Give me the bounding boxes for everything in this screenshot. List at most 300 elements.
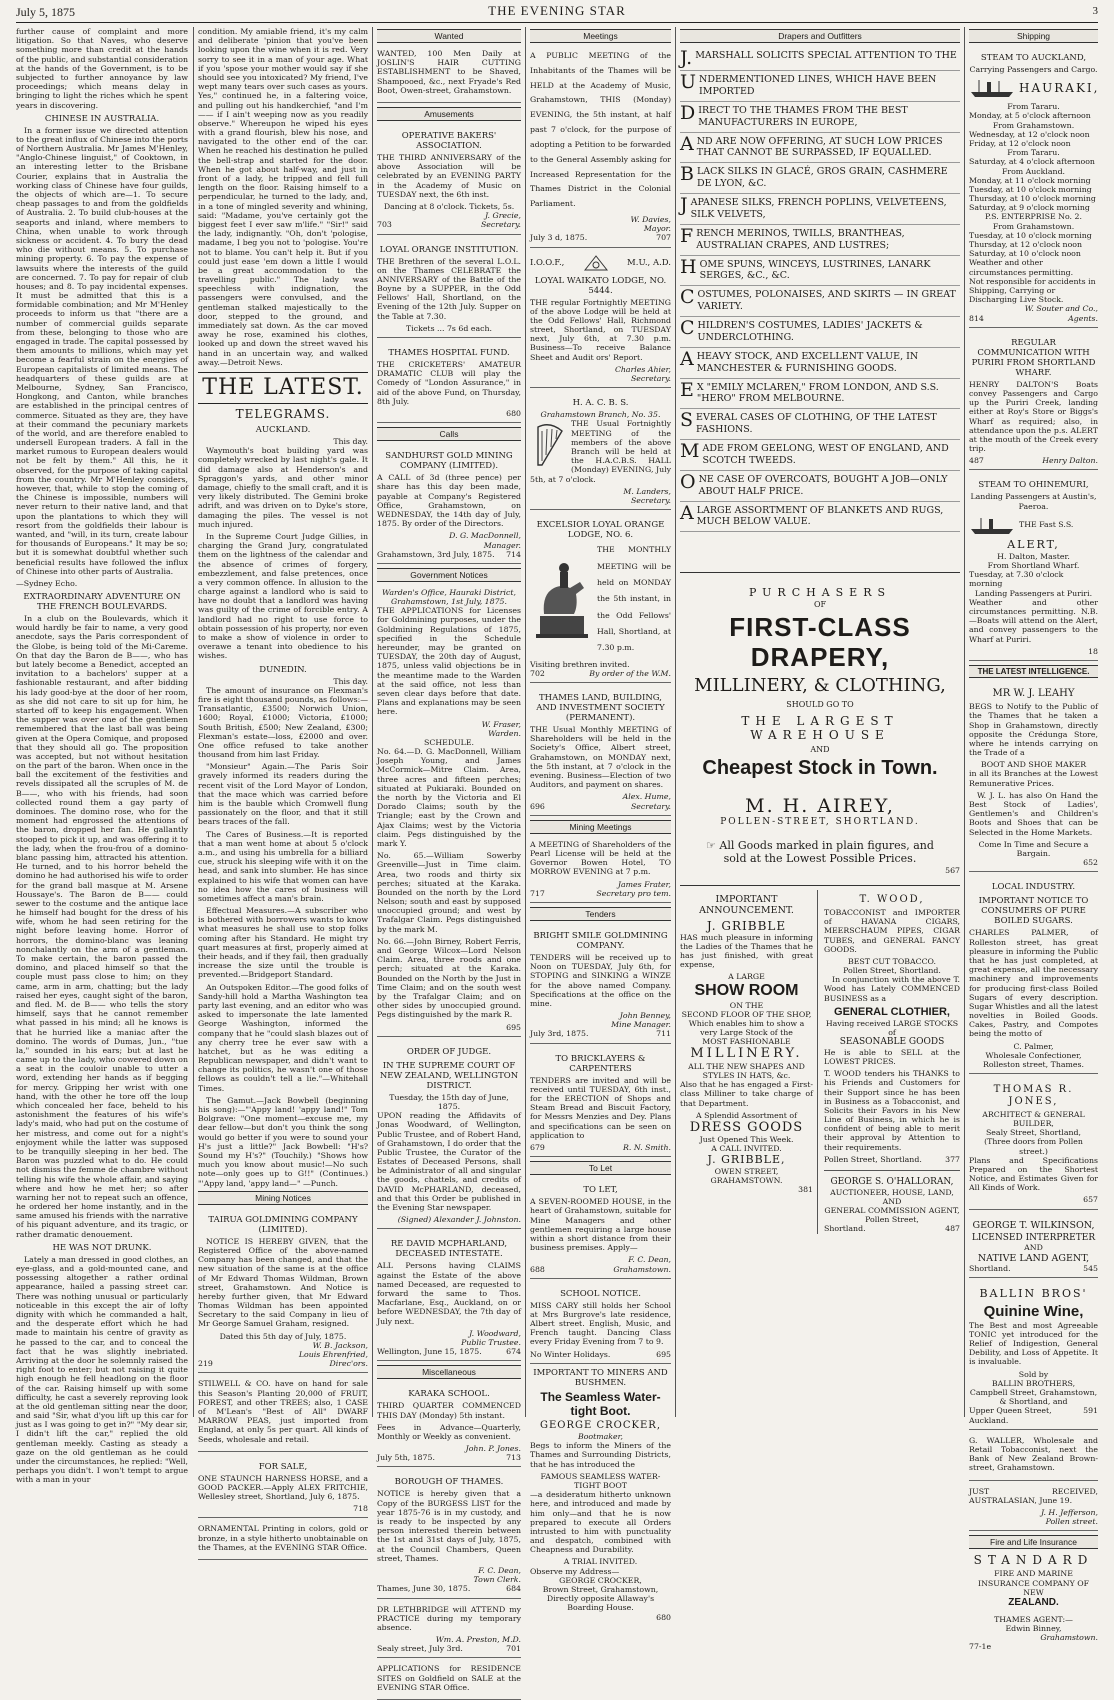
ad-heading: LOYAL ORANGE INSTITUTION. xyxy=(379,244,519,255)
ad-address: Campbell Street, Grahamstown, & Shortland, and xyxy=(969,1388,1098,1407)
section-header-meetings: Meetings xyxy=(530,29,671,43)
ad-signature: M. Landers, xyxy=(623,486,671,496)
drapery-line xyxy=(680,348,960,379)
advertisement xyxy=(198,1377,368,1451)
ad-text: ORNAMENTAL Printing in colors, gold or bronze, in a style hitherto unobtainable on the Thames, at the EVENING STAR Office. xyxy=(198,1524,368,1552)
ad-text: Landing Passengers at Puriri. xyxy=(974,588,1093,598)
schedule-time: Saturday, at 10 o'clock noon xyxy=(969,249,1081,259)
section-header-amusements: Amusements xyxy=(377,107,521,121)
drop-cap: M xyxy=(680,440,700,463)
ad-text: FIRE AND MARINE xyxy=(994,1569,1073,1579)
drapery-line xyxy=(680,71,960,102)
ad-heading-large: SHOW ROOM xyxy=(694,981,799,999)
advertisement xyxy=(377,445,521,564)
ship-name: HAURAKI, xyxy=(1019,81,1100,96)
ad-heading: TO LET, xyxy=(583,1185,618,1196)
ad-heading: DRESS GOODS xyxy=(689,1119,804,1135)
issue-date: July 5, 1875 xyxy=(16,5,76,19)
advertisement xyxy=(377,1471,521,1598)
ad-text: in all its Branches at the Lowest Remunerative Prices. xyxy=(969,769,1098,788)
ad-signature: Secretary. xyxy=(630,495,671,505)
drapery-line-text: OME SPUNS, WINCEYS, LUSTRINES, LANARK SERGES, &C., &C. xyxy=(699,258,931,282)
steamship-icon xyxy=(969,77,1015,99)
ad-text: Dancing at 8 o'clock. Tickets, 5s. xyxy=(383,201,515,211)
ad-text: WANTED, 100 Men Daily at JOSLIN'S HAIR CUTTING ESTABLISHMENT to be Shaved, Shampooed, &c., next Fryade's Red Boot, Owen-street, Grahamstown. xyxy=(377,49,521,95)
advertisement xyxy=(969,1485,1098,1532)
drapery-line-text: OSTUMES, POLONAISES, AND SKIRTS — IN GREAT VARIETY. xyxy=(697,289,956,313)
ad-heading: MILLINERY, & CLOTHING, xyxy=(694,675,946,697)
ad-address: Shortland. xyxy=(969,1263,1011,1273)
ad-text: APPLICATIONS for RESIDENCE SITES on Goldfield on SALE at the EVENING STAR Office. xyxy=(377,1664,521,1692)
ad-text: NOTICE is hereby given that a Copy of the BURGESS LIST for the year 1875-76 is in my custody, and is ready to be inspected by any person interested therein between the 1st and 31st days of July, 1875, at the Council Chambers, Queen street, Thames. xyxy=(377,1489,521,1563)
column-rule xyxy=(964,27,965,1417)
ad-heading: IMPORTANT NOTICE TO CONSUMERS OF PURE BOILED SUGARS. xyxy=(978,896,1089,927)
ad-number: 701 xyxy=(506,1644,521,1654)
ad-signature: Grahamstown. xyxy=(613,1264,671,1274)
ad-heading: OPERATIVE BAKERS' ASSOCIATION. xyxy=(401,130,497,151)
ad-text: MOST FASHIONABLE xyxy=(702,1037,791,1047)
ad-heading: SCHOOL NOTICE. xyxy=(560,1288,641,1299)
ad-name: Edwin Binney, xyxy=(1005,1623,1062,1633)
ad-date: Tuesday, the 15th day of June, 1875. xyxy=(389,1092,509,1111)
dateline-time: This day. xyxy=(333,676,368,686)
ad-text: TENDERS are invited and will be received until TUESDAY, 6th inst., for the ERECTION of Shops and Steam Bread and Biscuit Factory, for Messrs Menzies and Dey. Plans and specifications can be seen on application to xyxy=(530,1075,671,1140)
ad-text: AUCTIONEER, HOUSE, LAND, xyxy=(830,1187,954,1197)
ad-heading-large: GENERAL CLOTHIER, xyxy=(834,1005,950,1018)
schedule-origin: From Tararu. xyxy=(1007,102,1060,112)
ad-address: Directly opposite Allaway's Boarding House. xyxy=(546,1594,655,1613)
ad-number: 487 xyxy=(945,1224,960,1234)
drapery-line xyxy=(680,225,960,256)
ad-name: M. H. AIREY, xyxy=(745,795,895,818)
ship-name: P.S. ENTERPRISE No. 2. xyxy=(985,212,1082,222)
ad-text: AND xyxy=(882,1196,902,1206)
ad-address: Brown Street, Grahamstown, xyxy=(542,1585,659,1594)
ad-number: 703 xyxy=(377,220,392,230)
advertisement xyxy=(530,47,671,248)
ad-number: 679 xyxy=(530,1143,545,1152)
drop-cap: A xyxy=(680,501,694,524)
ad-text: A CALL INVITED. xyxy=(711,1144,782,1154)
ad-number: 688 xyxy=(530,1264,545,1274)
drapery-line xyxy=(680,286,960,317)
ad-text: A CALL of 3d (three pence) per share has this day been made, payable at Company's Registered Office, Grahamstown, on WEDNESDAY, the 14th day of July, 1875. By order of the Directors. xyxy=(377,473,521,529)
wood-advertisement xyxy=(824,890,960,1233)
ad-text: THE Usual Monthly MEETING of Shareholders will be held in the Society's Office, Albert street, Grahamstown, on MONDAY next, the 5th instant, at 7 o'clock in the evening. Business—Election of two Auditors, and payment on shares. xyxy=(530,725,671,790)
ad-heading: TAIRUA GOLDMINING COMPANY (LIMITED). xyxy=(208,1214,358,1235)
ad-number: 567 xyxy=(945,865,960,875)
ad-number: 545 xyxy=(1083,1263,1098,1273)
ad-heading: SANDHURST GOLD MINING COMPANY (LIMITED). xyxy=(385,451,513,472)
ad-address: Pollen Street, xyxy=(865,1215,919,1225)
advertisement xyxy=(969,1282,1098,1430)
drapery-line xyxy=(680,194,960,225)
ad-text: THIRD QUARTER COMMENCED THIS DAY (Monday) 5th instant. xyxy=(377,1401,521,1420)
ad-text: Begs to inform the Miners of the Thames and Surrounding Districts, that he has introduced the xyxy=(530,1441,671,1469)
drapery-line-text: IRECT TO THE THAMES FROM THE BEST MANUFACTURERS IN EUROPE, xyxy=(698,104,908,128)
ad-number: 695 xyxy=(656,1349,671,1359)
ad-text xyxy=(680,840,960,866)
ship-name: ALERT, xyxy=(1007,537,1060,551)
drapery-line-text: EVERAL CASES OF CLOTHING, OF THE LATEST FASHIONS. xyxy=(696,412,937,436)
ad-number: 713 xyxy=(506,1453,521,1463)
schedule-origin: From Tararu. xyxy=(1007,148,1060,158)
dateline-dunedin: DUNEDIN. xyxy=(259,664,307,675)
ad-subheading: Landing Passengers at Austin's, Paeroa. xyxy=(970,492,1097,511)
ad-text: G. WALLER, Wholesale and Retail Tobacconist, next the Bank of New Zealand Brown-street, Grahamstown. xyxy=(969,1435,1098,1473)
ad-text: Fees in Advance—Quarterly, Monthly or Weekly as convenient. xyxy=(377,1422,521,1441)
column-4 xyxy=(530,27,671,1622)
schedule-time: Monday, at 11 o'clock morning xyxy=(969,175,1091,185)
ad-number: 18 xyxy=(1088,646,1098,656)
schedule-time: Thursday, at 10 o'clock morning xyxy=(969,194,1096,204)
ad-text: A TRIAL INVITED. xyxy=(563,1557,638,1567)
marshall-advertisement xyxy=(680,47,960,532)
ad-text: Not responsible for accidents in Shipping, Carrying or Discharging Live Stock. xyxy=(969,276,1096,305)
ad-date: Grahamstown, 3rd July, 1875. xyxy=(377,549,495,559)
ad-date: Thames, June 30, 1875. xyxy=(377,1584,471,1594)
drapery-line-text: X "EMILY MCLAREN," FROM LONDON, AND S.S. "HERO" FROM MELBOURNE. xyxy=(696,381,939,405)
ad-text: No Winter Holidays. xyxy=(530,1349,611,1359)
ad-heading: LOCAL INDUSTRY. xyxy=(991,882,1076,893)
ad-date: Wellington, June 15, 1875. xyxy=(377,1347,482,1357)
ad-number: 707 xyxy=(656,233,671,243)
ad-text: UPON reading the Affidavits of Jonas Woodward, of Wellington, Public Trustee, and of Robert Hand, of Grahamstown, I do order that the Public Trustee, the Curator of the Estates of Deceased Persons, shall be Administrator of all and singular the goods, chattels, and credits of DAVID McPHARLAND, deceased, and that this Order be published in the Evening Star newspaper. xyxy=(377,1111,521,1213)
drapery-line xyxy=(680,409,960,440)
advertisement xyxy=(377,1603,521,1659)
ad-text: AND xyxy=(1024,1243,1043,1253)
drapery-line xyxy=(680,256,960,287)
advertisement xyxy=(530,687,671,816)
column-2 xyxy=(198,27,368,1552)
ad-text: The Best and most Agreeable TONIC yet introduced for the Relief of Indigestion, General Debility, and Loss of Appetite. It is invaluable. xyxy=(969,1320,1098,1367)
harp-emblem-icon xyxy=(530,421,568,467)
ad-text: GENERAL COMMISSION AGENT, xyxy=(824,1206,960,1216)
advertisement xyxy=(969,1434,1098,1481)
article-text: condition. My amiable friend, it's my calm and deliberate 'pinion that you've been looking upon the wine when it is red. Very sorry to see it in a man of your age. What if you 'spose your mother would say if she should see you intoxicated? My friend, I've wept many tears over such cases as yours. Yes," continued he, in a faltering voice, and pulling out his handkerchief, "and I'm —— if I ain't weeping now as you readily observe." Whereupon he wiped his eyes with a grand flourish, blew his nose, and navigated to the other end of the car. When he reached his destination he pulled the bell-strap and started for the door. When he got about half-way, and just in front of a lady, he tripped and fell full length on the floor. Raising himself to a perpendicular, he turned to the lady, and, in a tone of mingled severity and whining, said: "Madame, you've certainly got the biggest feet I ever saw m'life." "Sir!" said the lady, indignantly. "Oh, don't 'pologise, madame, I beg you not to 'pologise. You're not to blame. You can't help it. But if you could just ease 'em down a little I would be a great accommodation to the travelling public." The lady was speechless with indignation, the passengers were convulsed, and the gentleman stalked majestically to the door, stepped to the ground, and immediately sat down. As the car moved away he rose, examined his clothes, looked up and down the street waved his hand in an uncertain way, and walked away.—Detroit News. xyxy=(198,27,368,367)
ad-number: 381 xyxy=(798,1184,813,1194)
advertisement xyxy=(198,1209,368,1374)
ad-text: TOBACCONIST and IMPORTER of HAVANA CIGARS, MEERSCHAUM PIPES, CIGAR TUBES, and GENERAL FANCY GOODS. xyxy=(824,907,960,954)
article-text: further cause of complaint and more litigation. So that Naves, who deserve something more than credit at the hands of the public, and substantial consideration at the hands of the Government, is to be subjected to further annoyance by law proceedings; which means delay in bringing to light the riches which he spent years in discovering. xyxy=(16,27,188,110)
schedule-origin: From Grahamstown. xyxy=(992,221,1075,231)
ad-heading: I.O.O.F., xyxy=(530,257,565,268)
advertisement xyxy=(377,1662,521,1700)
ad-name: GEORGE CROCKER, xyxy=(559,1575,642,1585)
drapery-line-text: ADE FROM GEELONG, WEST OF ENGLAND, AND SCOTCH TWEEDS. xyxy=(702,443,949,466)
ad-heading: T. WOOD, xyxy=(859,894,925,906)
ad-text: TENDERS will be received up to Noon on TUESDAY, July 6th, for STOPING and SINKING a WINZE for the above named Company. Specifications at the office on the mine. xyxy=(530,952,671,1008)
ad-text: ALL Persons having CLAIMS against the Estate of the above named Deceased, are requested to forward the same to Thos. Macfarlane, Esq., Auckland, on or before WEDNESDAY, the 7th day of July next. xyxy=(377,1261,521,1326)
schedule-time: Tuesday, at 10 o'clock morning xyxy=(969,230,1092,240)
ad-signature: Secretary. xyxy=(630,374,671,384)
ad-number: 487 xyxy=(969,456,984,466)
dateline-time: This day. xyxy=(333,437,368,447)
ad-text: DR LETHBRIDGE will ATTEND my PRACTICE during my temporary absence. xyxy=(377,1604,521,1632)
column-3 xyxy=(377,27,521,1692)
ad-number: 591 xyxy=(1083,1406,1098,1416)
ad-heading: TO BRICKLAYERS & CARPENTERS xyxy=(555,1053,646,1074)
drapery-line-text: MARSHALL SOLICITS SPECIAL ATTENTION TO THE xyxy=(695,50,957,62)
ad-text: THE THIRD ANNIVERSARY of the above Association will be celebrated by an EVENING PARTY in the Academy of Music on TUESDAY next, the 6th inst. xyxy=(377,153,521,199)
column-rule xyxy=(525,27,526,1417)
section-header-mining-meetings: Mining Meetings xyxy=(530,820,671,834)
advertisement xyxy=(530,1179,671,1279)
ad-text: Tickets ... 7s 6d each. xyxy=(406,323,492,333)
ad-heading: ORDER OF JUDGE. xyxy=(406,1046,492,1057)
advertisement xyxy=(377,342,521,423)
drapery-line xyxy=(680,471,960,502)
drop-cap: C xyxy=(680,286,695,309)
ad-signature: W. B. Jackson, xyxy=(312,1340,368,1350)
ad-text: A PUBLIC MEETING of the Inhabitants of the Thames will be HELD at the Academy of Music, Grahamstown, THIS (Monday) EVENING, the 5th instant, at half past 7 o'clock, for the purpose of adopting a Petition to be forwarded to the General Assembly asking for Increased Representation for the Thames District in the Colonial Parliament. xyxy=(530,51,671,209)
ad-heading: RE DAVID MCPHARLAND, DECEASED INTESTATE. xyxy=(390,1239,508,1260)
ad-number: 219 xyxy=(198,1359,213,1369)
ad-text: He is able to SELL at the LOWEST PRICES. xyxy=(824,1047,960,1066)
ad-text: HAS much pleasure in informing the Ladies of the Thames that he has just finished, with great expense, xyxy=(680,932,813,970)
ad-text: Having received LARGE STOCKS of xyxy=(825,1018,959,1037)
ad-text: OF xyxy=(813,600,827,610)
dateline-auckland: AUCKLAND. xyxy=(255,425,311,436)
ad-text: All Goods marked in plain figures, and sold at the Lowest Possible Prices. xyxy=(719,839,934,866)
ad-heading: NATIVE LAND AGENT, xyxy=(977,1252,1090,1264)
article-heading: CHINESE IN AUSTRALIA. xyxy=(44,113,160,124)
column-rule xyxy=(675,27,676,1417)
ad-number: 695 xyxy=(506,1022,521,1032)
column-rule xyxy=(372,27,373,1417)
advertisement xyxy=(969,1553,1098,1651)
ad-text: A SEVEN-ROOMED HOUSE, in the heart of Grahamstown, suitable for Mine Managers and other gentlemen requiring a large house within a short distance from their business premises. Apply— xyxy=(530,1197,671,1253)
ad-heading: H. A. C. B. S. xyxy=(572,398,629,409)
ad-text: A LARGE xyxy=(728,972,765,982)
ad-number: 814 xyxy=(969,313,984,323)
advertisement xyxy=(377,125,521,235)
ad-signature: Henry Dalton. xyxy=(1042,456,1098,466)
gribble-advertisement xyxy=(680,890,818,1233)
advertisement xyxy=(530,838,671,903)
ad-signature: Warden. xyxy=(488,728,521,738)
ad-text: SECOND FLOOR OF THE SHOP, xyxy=(681,1009,812,1019)
advertisement xyxy=(530,1368,671,1622)
schedule-time: Saturday, at 9 o'clock morning xyxy=(969,203,1090,213)
drapery-line-text: HILDREN'S COSTUMES, LADIES' JACKETS & UNDERCLOTHING. xyxy=(697,320,923,343)
drapery-line xyxy=(680,317,960,348)
drapery-line xyxy=(680,47,960,71)
ad-signature: James Frater, xyxy=(617,879,671,889)
ad-heading: KARAKA SCHOOL. xyxy=(408,1389,490,1400)
equestrian-statue-icon xyxy=(530,544,594,640)
advertisement xyxy=(969,332,1098,471)
drapery-line xyxy=(680,502,960,533)
ad-text: W. J. L. has also On Hand the Best Stock of Ladies', Gentlemen's and Children's Boots and Shoes that can be Selected in the Home Markets. xyxy=(969,790,1098,837)
ad-signature: Secretary. xyxy=(630,801,671,811)
ad-text: BEGS to Notify to the Public of the Thames that he taken a Shop in Grahamstown, directly opposite the Crédunga Store, where he intends carrying on the Trade of a xyxy=(969,702,1098,758)
ad-heading: GEORGE T. WILKINSON, xyxy=(972,1219,1095,1231)
ad-signature: J. Woodward, xyxy=(469,1328,521,1338)
ad-text: BEST CUT TOBACCO. xyxy=(848,956,936,966)
ad-heading: MILLINERY. xyxy=(690,1046,803,1062)
article-heading: HE WAS NOT DRUNK. xyxy=(52,1242,152,1253)
lodge-emblem-icon xyxy=(583,254,609,272)
ad-text: STILWELL & CO. have on hand for sale this Season's Planting 20,000 of FRUIT, FOREST, and other TREES; also, 1 CASE of M'Lean's "Best of All" DWARF MARROW PEAS, just imported from England, at only 5s per quart. All kinds of Seeds, wholesale and retail. xyxy=(198,1379,368,1444)
ad-text: SHOULD GO TO xyxy=(786,700,854,710)
ad-text: JUST RECEIVED, AUSTRALASIAN, June 19. xyxy=(969,1486,1098,1505)
paragraph: "Monsieur" Again.—The Paris Soir gravely informed its readers during the recent visit of the Lord Mayor of London, that the mace which was carried before him is the bauble which Cromwell flung passionately on the floor, and that it still bears traces of the fall. xyxy=(198,762,368,827)
drop-cap: O xyxy=(680,470,696,493)
advertisement xyxy=(969,682,1098,872)
ad-date: Sealy street, July 3rd. xyxy=(377,1644,463,1654)
ad-signature: Secretary. xyxy=(480,220,521,230)
drop-cap: C xyxy=(680,317,695,340)
drop-cap: S xyxy=(680,409,694,432)
ad-name: BALLIN BROTHERS, xyxy=(991,1378,1076,1388)
paragraph: The Cares of Business.—It is reported that a man went home at about 5 o'clock a.m., and using his umbrella for a billiard cue, struck his sleeping wife with it on the head, and sank into slumber. He has since explained to his wife that women can have no idea how the cares of business will sometimes affect a man's brain. xyxy=(198,829,368,903)
ad-date: July 3rd, 1875. xyxy=(530,1029,589,1039)
section-header-miscellaneous: Miscellaneous xyxy=(377,1365,521,1379)
ad-heading: BALLIN BROS' xyxy=(979,1287,1088,1301)
ad-text: HENRY DALTON'S Boats convey Passengers and Cargo up the Puriri Creek, landing either at Roy's Store or Biggs's Wharf as required; also, in attendance upon the p.s. ALERT at the mouth of the Creek every trip. xyxy=(969,379,1098,454)
section-header-latest-intelligence: THE LATEST INTELLIGENCE. xyxy=(969,665,1098,678)
ad-heading: STEAM TO OHINEMURI, xyxy=(978,480,1089,491)
article-source: —Sydney Echo. xyxy=(16,578,78,588)
section-header-tenders: Tenders xyxy=(530,907,671,921)
schedule-origin: From Grahamstown. xyxy=(992,120,1075,130)
telegram-text: The amount of insurance on Flexman's fire is eight thousand pounds, as follows:—Transatlantic, £3500; Norwich Union, 1600; Royal, £1000; Victoria, £1000; South British, £500; New Zealand, £300; Flexman's estate—loss, £2000 and over. One office refused to take another thousand from him last Friday. xyxy=(198,685,368,760)
ad-trade: Bootmaker, xyxy=(578,1432,623,1441)
ad-address: (Three doors from Pollen street.) xyxy=(984,1137,1083,1156)
advertisement xyxy=(969,474,1098,660)
section-header-wanted: Wanted xyxy=(377,29,521,43)
ad-name: GEORGE CROCKER, xyxy=(540,1420,661,1432)
ad-text: Just Opened This Week. xyxy=(699,1135,794,1145)
ad-subheading: Grahamstown Branch, No. 35. xyxy=(540,410,661,420)
drop-cap: D xyxy=(680,101,696,124)
ad-signature: J. Grecie, xyxy=(485,211,521,221)
article-text: In a former issue we directed attention to the great influx of Chinese into the ports of Northern Australia. Mr James M'Henley, "Anglo-Chinese linguist," of Cooktown, in an interesting letter to the Brisbane Courier, explains that in Australia the working class of Chinese have four guilds, the objects of which are—1. To secure cheap passages to and from the goldfields of Australia. 2. To build club-houses at the seaports and inland, where members to China, when unable to work through sickness or accident. 4. To bury the dead who die without means. 5. To purchase mining property. 6. To pay the expense of lawsuits where the interests of the guild are concerned. 7. To pay for repair of club houses; and 8. To pay incidental expenses. It must be admitted that this is a formidable combination; and Mr M'Henley proceeds to inform us that "there are a number of commercial guilds separate from these, belonging to those who are engaged in trade. The capital possessed by them amounts to millions, which may yet become a fearful strain on the energies of European capitalists of limited means. The headquarters of these guilds are at Melbourne, Sydney, San Francisco, Hongkong, and Canton, while branches are established in the principal centres of commerce. Situated as they are, they have at their command the pecuniary markets of the world, and are therefore enabled to undersell European traders. A fall in the market rumous to European dealers would not be felt by them." All this, he it observed, for the purpose of taking capital from the country. Mr M'Henley considers, however, that, while to stop the coming of the Chinese is impossible, numbers will never return to their native land, and that upon the plantations to which they will resort from the goldfields their labour is wanted, and "will, in its turn, create labour for thousands of Europeans." It may be so; but it is somewhat doubtful whether such beneficial results have followed the influx of Chinese into other parts of Australia. xyxy=(16,125,188,576)
advertisement xyxy=(969,1078,1098,1209)
schedule-item: No. 66.—John Birney, Robert Ferris, and George Wilcox—Lord Nelson Claim. Area, three roods and one perch; situated at the Karaka. Bounded on the North by the Just in Time Claim; and on the south west by the Trafalgar Claim; and on other sides by unoccupied ground. Pegs distinguished by the mark R. xyxy=(377,936,521,1020)
advertisement xyxy=(530,925,671,1044)
section-header-shipping: Shipping xyxy=(969,29,1098,43)
ad-heading-large: Cheapest Stock in Town. xyxy=(702,757,938,780)
ad-heading: IMPORTANT ANNOUNCEMENT. xyxy=(699,894,794,917)
drapery-line-text: NDERMENTIONED LINES, WHICH HAVE BEEN IMPORTED xyxy=(699,74,937,97)
drapery-line xyxy=(680,440,960,471)
ad-address: POLLEN-STREET, SHORTLAND. xyxy=(720,817,920,828)
ad-text: THE regular Fortnightly MEETING of the above Lodge will be held at the Odd Fellows' Hall, Richmond street, Shortland, on TUESDAY next, July 6th, at 7.30 p.m. Business—To receive Balance Sheet and Audit ors' Report. xyxy=(530,297,671,362)
ad-text: Also that he has engaged a First-class Milliner to take charge of that Department. xyxy=(680,1080,813,1108)
ad-address: Rolleston street, Thames. xyxy=(982,1060,1085,1069)
ad-signature: John. P. Jones. xyxy=(465,1444,521,1454)
advertisement xyxy=(530,1048,671,1158)
schedule-item: No. 65.—William Sowerby Greenville—Just in Time claim. Area, two roods and thirty six perches; situated at the Karaka. Bounded on the north by the Lord Nelson; south and east by supposed unoccupied ground; and west by Trafalgar Claim. Pegs distinguished by the mark M. xyxy=(377,851,521,934)
ad-number: 702 xyxy=(530,668,545,678)
ad-text: ONE STAUNCH HARNESS HORSE, and a GOOD PACKER.—Apply ALEX FRITCHIE, Wellesley street, Shortland, July 6, 1875. xyxy=(198,1473,368,1502)
ad-heading: LOYAL WAIKATO LODGE, NO. 5444. xyxy=(534,275,667,296)
ad-address: Grahamstown. xyxy=(1040,1633,1098,1643)
airey-advertisement xyxy=(680,572,960,886)
ad-text: AND xyxy=(810,745,830,754)
ad-subheading: Carrying Passengers and Cargo. xyxy=(969,65,1098,75)
ad-text: Weather and other circumstances permitting. xyxy=(969,258,1074,277)
ad-number: 714 xyxy=(506,549,521,559)
telegram-text: In the Supreme Court Judge Gillies, in charging the Grand Jury, congratulated them on the lightness of the calendar and the absence of crimes of forgery, embezzlement, and false pretences, once a very common offence. In allusion to the charge against a landlord who is said to have no doubt that a landlord was having was guilty of the crime of forcible entry. A landlord had no right to use force to obtain possession of his property, nor even to make a show of violence in order to overawe a tenant into obedience to his wishes. xyxy=(198,531,368,661)
ad-number: 77-1e xyxy=(969,1642,992,1652)
ad-signature: C. Palmer, xyxy=(1013,1041,1054,1051)
ad-text: Come In Time and Secure a Bargain. xyxy=(978,839,1089,858)
ad-heading: ZEALAND. xyxy=(1008,1597,1059,1608)
drop-cap: H xyxy=(680,255,697,278)
schedule-heading: SCHEDULE. xyxy=(424,737,474,747)
ad-signature: Public Trustee. xyxy=(461,1337,521,1347)
ad-number: 377 xyxy=(945,1154,960,1164)
ad-signature: D. G. MacDonnell, xyxy=(449,531,521,541)
the-latest-heading: THE LATEST. xyxy=(198,372,368,404)
ad-heading: EXCELSIOR LOYAL ORANGE LODGE, NO. 6. xyxy=(536,520,665,541)
ad-text: Weather and other circumstances permitting. N.B.—Boats will attend on the Alert, and convey passengers to the Wharf at Puriri. xyxy=(969,597,1098,644)
advertisement xyxy=(969,1214,1098,1278)
advertisement xyxy=(198,1522,368,1560)
ad-heading-large: FIRST-CLASS DRAPERY, xyxy=(729,611,911,673)
ad-number: 718 xyxy=(353,1504,368,1514)
ad-number: 680 xyxy=(656,1612,671,1622)
telegrams-heading: TELEGRAMS. xyxy=(235,406,331,421)
ad-number: 696 xyxy=(530,801,545,811)
drapery-line-text: APANESE SILKS, FRENCH POPLINS, VELVETEENS, SILK VELVETS, xyxy=(690,197,947,220)
ad-signature: W. Davies, xyxy=(630,214,671,224)
ad-signature: R. N. Smith. xyxy=(623,1143,671,1152)
column-6 xyxy=(969,27,1100,1652)
newspaper-title: THE EVENING STAR xyxy=(488,3,626,18)
ad-address: Pollen Street, Shortland. xyxy=(843,966,941,976)
article-text: In a club on the Boulevards, which it would hardly be fair to name, a very good anecdote, says the Paris correspondent of the Globe, is being told of the Mi-Careme. On that day the Baron de B——, who has but lately become a Benedict, accepted an invitation to a bachelors' supper at a fashionable restaurant, and after bidding his lady good-bye at the door of her room, as she did not care to sit up for him, he started off to keep his engagement. When the supper was over one of the gentlemen remembered that the last ball was being given at the Opera Comique, and proposed that they should all go. The proposition was accepted, but not without hesitation on the part of the baron. When once in the ball the excitement of the festivities and revels dissipated all the scruples of M. de B——, who with his friends, had soon collected round them a gay party of dominoes. The domino rose, who for the moment had engrossed the attentions of the baron, dropped her fan. He gallantly stooped to pick it up, and was offering it to the lady, when the frou-frou of a domino-blanc passing him, attracted his attention. He turned, and to his horror beheld the domino he had authorised his wife to order for the grand ball masque at M. Arsene Houssaye's. The Baron de B—— could sewer to the costume and the antique lace he himself had bought for the dress of his wife, whom he had seen retiring for the night before leaving home. Horror of horrors, the domino-blanc was leaning nonchalantly on the arm of a gentleman. To make certain, the baron passed the domino, and placed himself so that the couple must pass close to him; on they came, arm in arm, chatting; but the lady raised her eyes, caught sight of the baron, and fled. M. de B—— who tells the story himself, says that he cannot remember what passed in his mind; all he knows is that he hurried like a maniac after the domino. The words of Dumas, Jun., "tue la," sounded in his ears; but at last he came up to the lady, who cowered down on a seat in the couloir unable to utter a word, extending her hands as if begging for mercy. Gripping her wrist with one hand, with the other he tore off the loup which concealed her face, beheld to his astonishment the features of his wife's lady's maid, who had put on the costume of her mistress, and come out for a night's enjoyment while the latter was supposed to be tranquilly sleeping in her bed. The Baron was puzzled what to do. He could not dismiss the femme de chambre without telling his wife the whole affair, and saying where and how he met her; so after warning her not to repeat such an offence, he ordered her home instantly, and in the same amused his friends with the narrative of his piquant adventure, and its tragic, or rather dramatic denouement. xyxy=(16,614,188,1239)
ad-heading: SEASONABLE GOODS xyxy=(839,1037,945,1048)
ad-text: THE MONTHLY MEETING will be held on MONDAY the 5th instant, in the Odd Fellows' Hall, Shortland, at 7.30 p.m. xyxy=(597,545,671,653)
ad-address: Sealy Street, Shortland, xyxy=(985,1128,1082,1138)
schedule-item: No. 64.—D. G. MacDonnell, William Joseph Young, and James McCormick—Mitre Claim. Area, three acres and fifteen perches; situated at Pukiaraki. Bounded on the north by the Victoria and El Dorado Claims; south by the Triangle; east by the Crown and Ajax Claims; west by the Victoria claim. Pegs distinguished by the mark Y. xyxy=(377,747,521,848)
ad-heading: THOMAS R. JONES, xyxy=(993,1084,1074,1107)
ad-text: H. Dalton, Master. xyxy=(997,551,1070,561)
drapery-line xyxy=(680,133,960,164)
ad-heading: M.U., A.D. xyxy=(627,257,671,268)
ad-signature: Alex. Hume, xyxy=(622,792,671,802)
ad-date: July 5th, 1875. xyxy=(377,1453,435,1463)
ad-number: 674 xyxy=(506,1347,521,1357)
ad-signature: W. Souter and Co., xyxy=(1024,304,1098,314)
ad-address: Shortland. xyxy=(824,1224,866,1234)
ad-heading: BOOT AND SHOE MAKER xyxy=(980,760,1087,770)
ad-heading: BRIGHT SMILE GOLDMINING COMPANY. xyxy=(533,930,668,951)
ad-heading: LICENSED INTERPRETER xyxy=(971,1232,1096,1243)
ad-date: July 3 d, 1875. xyxy=(530,233,588,243)
drop-cap: U xyxy=(680,71,697,94)
ad-date: Dated this 5th day of July, 1875. xyxy=(219,1331,347,1341)
advertisement xyxy=(530,514,671,683)
column-1 xyxy=(16,27,188,1485)
ad-text: A MEETING of Shareholders of the Pearl License will be held at the Governor Bowen Hotel, TO MORROW EVENING at 7 p.m. xyxy=(530,839,671,877)
advertisement xyxy=(969,876,1098,1074)
ad-heading: REGULAR COMMUNICATION WITH PURIRI FROM SHORTLAND WHARF. xyxy=(971,337,1096,378)
ad-signature: By order of the W.M. xyxy=(589,668,671,678)
ad-text: THE CRICKETERS' AMATEUR DRAMATIC CLUB will play the Comedy of "London Assurance," in aid of the above Fund, on Thursday, 8th July. xyxy=(377,360,521,406)
ad-heading: STANDARD xyxy=(973,1553,1094,1568)
schedule-time: Friday, at 12 o'clock noon xyxy=(969,138,1071,148)
ad-address: OWEN STREET, GRAHAMSTOWN. xyxy=(710,1166,783,1185)
advertisement xyxy=(377,239,521,339)
ad-heading: THAMES HOSPITAL FUND. xyxy=(388,348,510,359)
paragraph: The Gamut.—Jack Bowbell (beginning his song):—"'Appy land! 'appy land!" Tom Bolgrave: "One moment—excuse me, my dear fellow—but don't you think the song would go better if you were to sound your H's just a little?" Jack Bowbell: "H's? Sound my H's?" (Touchily.) "Shows how much you know about music!—No such note—only goes up to G!!" (Continues.) "'Appy land, 'appy land—" —Punch. xyxy=(198,1095,368,1188)
ad-signature: Secretary pro tem. xyxy=(596,888,671,898)
